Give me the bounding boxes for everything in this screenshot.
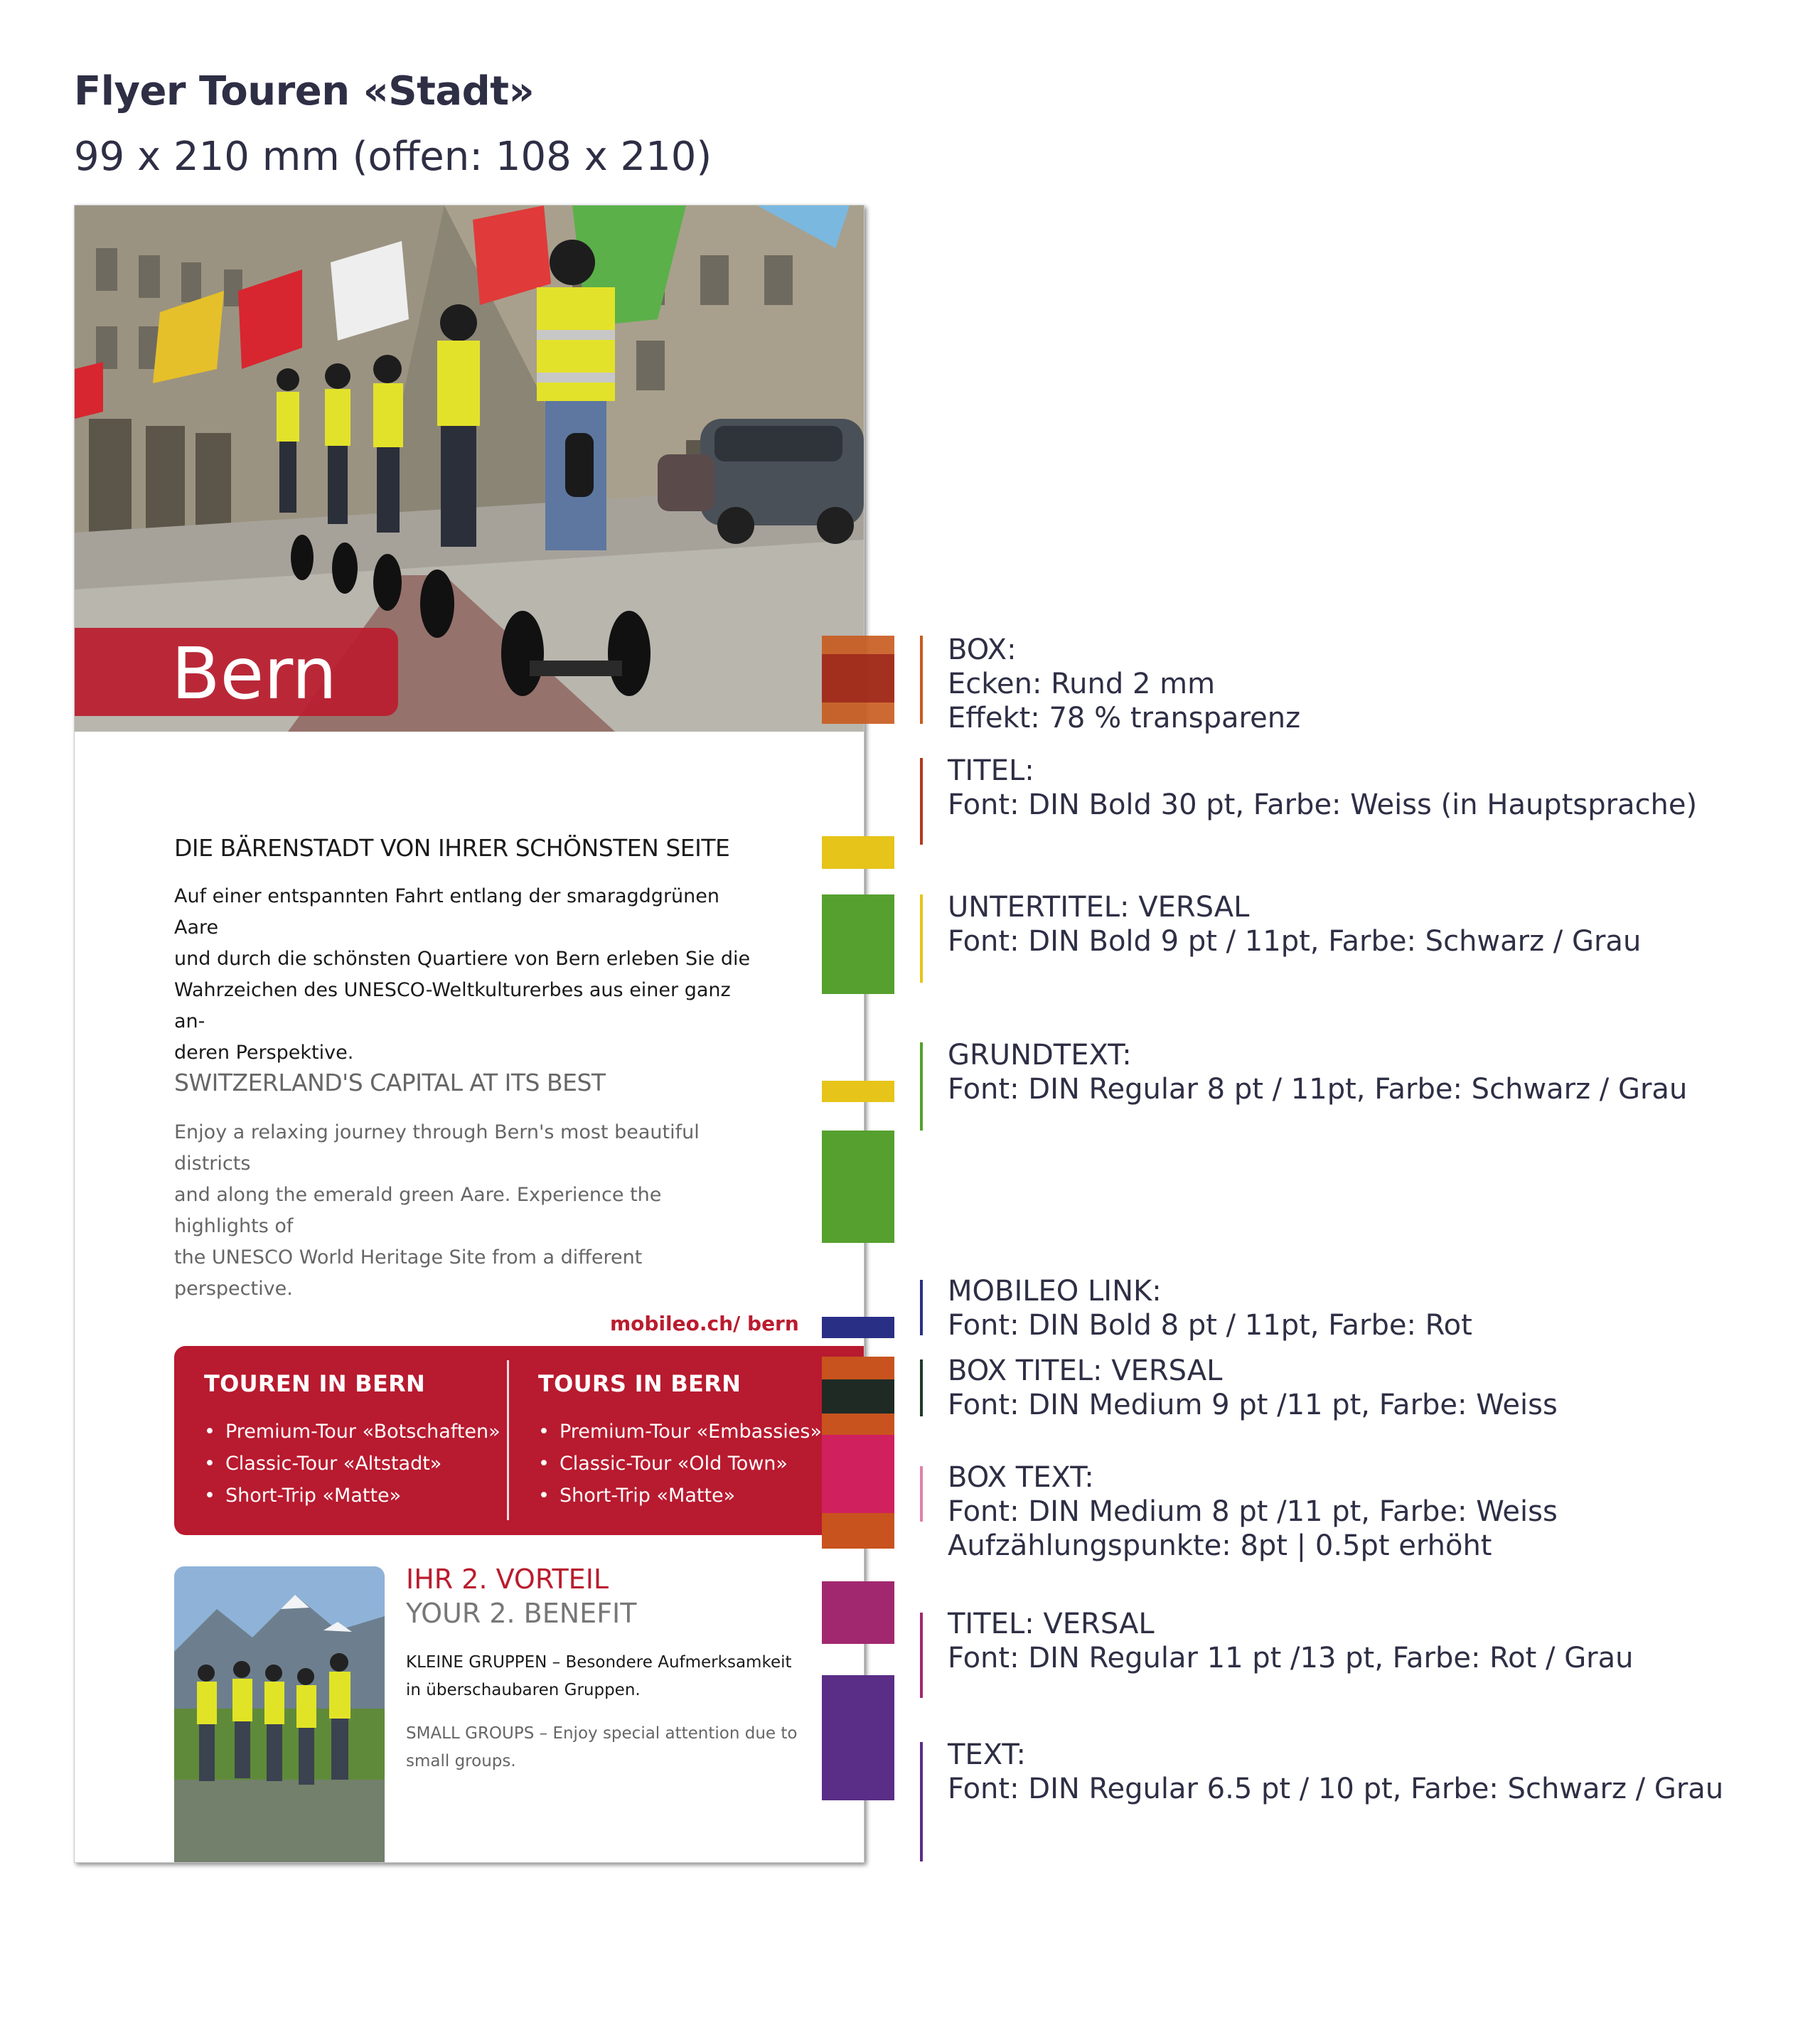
body-de-line: Auf einer entspannten Fahrt entlang der smaragdgrünen Aare xyxy=(174,885,719,939)
annotation-line-text xyxy=(920,1742,923,1861)
swatch-title xyxy=(822,654,894,702)
swatch-body-en xyxy=(822,1131,894,1243)
flyer-mockup xyxy=(74,205,864,1863)
body-de-line: Wahrzeichen des UNESCO-Weltkulturerbes aus einer ganz an- xyxy=(174,979,731,1032)
annotation-untertitel xyxy=(948,890,1641,958)
annotation-line-grundtext xyxy=(920,1042,923,1131)
annotation-line: Font: DIN Medium 9 pt /11 pt, Farbe: Weiss xyxy=(948,1389,1558,1421)
body-de-line: und durch die schönsten Quartiere von Bern erleben Sie die xyxy=(174,948,751,970)
group-photo-illustration xyxy=(174,1566,385,1862)
annotation-line: Font: DIN Medium 8 pt /11 pt, Farbe: Weiss xyxy=(948,1495,1558,1528)
annotation-heading: BOX TEXT: xyxy=(948,1461,1094,1494)
list-item: • Short-Trip «Matte» xyxy=(538,1480,822,1512)
annotation-heading: BOX TITEL: VERSAL xyxy=(948,1355,1223,1387)
annotation-line-box xyxy=(920,636,923,724)
list-item: • Short-Trip «Matte» xyxy=(204,1480,500,1512)
body-en-line: the UNESCO World Heritage Site from a different perspective. xyxy=(174,1246,643,1300)
group-photo xyxy=(174,1566,385,1862)
swatch-box-title xyxy=(822,1379,894,1414)
page-title: Flyer Touren «Stadt» xyxy=(74,68,535,114)
annotation-line: Font: DIN Regular 11 pt /13 pt, Farbe: Rot / Grau xyxy=(948,1642,1634,1674)
annotation-heading: MOBILEO LINK: xyxy=(948,1275,1162,1308)
annotation-text xyxy=(948,1738,1723,1806)
annotation-line-link xyxy=(920,1280,923,1335)
advantage-en-line: small groups. xyxy=(406,1752,516,1770)
annotation-grundtext xyxy=(948,1038,1687,1106)
body-text-de xyxy=(174,881,757,1069)
list-item: • Premium-Tour «Botschaften» xyxy=(204,1416,500,1448)
swatch-subtitle-en xyxy=(822,1081,894,1102)
annotation-line-box-text xyxy=(920,1466,923,1522)
annotation-line: Aufzählungspunkte: 8pt | 0.5pt erhöht xyxy=(948,1529,1492,1562)
page-dimensions: 99 x 210 mm (offen: 108 x 210) xyxy=(74,134,712,180)
subtitle-en: SWITZERLAND'S CAPITAL AT ITS BEST xyxy=(174,1069,606,1096)
box-title-de: TOUREN IN BERN xyxy=(204,1370,426,1397)
annotation-titel-versal xyxy=(948,1607,1634,1675)
list-item: • Classic-Tour «Old Town» xyxy=(538,1448,822,1480)
annotation-line: Font: DIN Bold 9 pt / 11pt, Farbe: Schwarz / Grau xyxy=(948,925,1642,958)
advantage-title-de: IHR 2. VORTEIL xyxy=(406,1564,609,1595)
annotation-line: Font: DIN Bold 8 pt / 11pt, Farbe: Rot xyxy=(948,1309,1472,1342)
swatch-link xyxy=(822,1317,894,1338)
annotation-heading: TEXT: xyxy=(948,1738,1026,1771)
swatch-body-de xyxy=(822,894,894,994)
annotation-heading: UNTERTITEL: VERSAL xyxy=(948,891,1250,924)
swatch-titel-versal xyxy=(822,1581,894,1644)
mobileo-link[interactable]: mobileo.ch/ bern xyxy=(610,1312,799,1335)
annotation-line: Font: DIN Regular 6.5 pt / 10 pt, Farbe: Schwarz / Grau xyxy=(948,1773,1724,1805)
list-item: • Premium-Tour «Embassies» xyxy=(538,1416,822,1448)
body-en-line: Enjoy a relaxing journey through Bern's most beautiful districts xyxy=(174,1121,700,1175)
annotation-box xyxy=(948,633,1300,735)
tours-list-de xyxy=(204,1416,500,1512)
box-divider xyxy=(507,1360,509,1520)
annotation-heading: TITEL: VERSAL xyxy=(948,1608,1155,1640)
annotation-titel xyxy=(948,754,1697,822)
advantage-de-line: KLEINE GRUPPEN – Besondere Aufmerksamkeit xyxy=(406,1653,792,1672)
subtitle-de: DIE BÄRENSTADT VON IHRER SCHÖNSTEN SEITE xyxy=(174,834,730,862)
annotation-heading: BOX: xyxy=(948,634,1017,666)
body-en-line: and along the emerald green Aare. Experience the highlights of xyxy=(174,1184,662,1237)
annotation-box-titel xyxy=(948,1354,1558,1422)
annotation-line: Font: DIN Regular 8 pt / 11pt, Farbe: Schwarz / Grau xyxy=(948,1073,1688,1106)
annotation-box-text xyxy=(948,1460,1558,1563)
body-text-en xyxy=(174,1117,757,1305)
advantage-de-line: in überschaubaren Gruppen. xyxy=(406,1681,641,1699)
advantage-text-en xyxy=(406,1720,804,1775)
annotation-heading: TITEL: xyxy=(948,754,1034,787)
swatch-box-text xyxy=(822,1435,894,1513)
annotation-line-title xyxy=(920,758,923,845)
annotation-heading: GRUNDTEXT: xyxy=(948,1039,1132,1072)
annotation-line: Ecken: Rund 2 mm xyxy=(948,668,1216,700)
body-de-line: deren Perspektive. xyxy=(174,1042,354,1064)
annotation-line-box-title xyxy=(920,1359,923,1416)
advantage-text-de xyxy=(406,1649,804,1704)
annotation-line-subtitle xyxy=(920,894,923,983)
title-box xyxy=(75,628,398,716)
advantage-title-en: YOUR 2. BENEFIT xyxy=(406,1598,637,1629)
annotation-line: Font: DIN Bold 30 pt, Farbe: Weiss (in Hauptsprache) xyxy=(948,789,1698,821)
box-title-en: TOURS IN BERN xyxy=(538,1370,742,1397)
swatch-text xyxy=(822,1675,894,1800)
list-item: • Classic-Tour «Altstadt» xyxy=(204,1448,500,1480)
annotation-line: Effekt: 78 % transparenz xyxy=(948,702,1301,734)
flyer-title: Bern xyxy=(171,632,337,715)
advantage-en-line: SMALL GROUPS – Enjoy special attention due to xyxy=(406,1724,798,1743)
tours-box xyxy=(174,1346,864,1535)
annotation-link xyxy=(948,1274,1472,1342)
swatch-subtitle-de xyxy=(822,836,894,869)
tours-list-en xyxy=(538,1416,822,1512)
annotation-line-titel-versal xyxy=(920,1613,923,1698)
